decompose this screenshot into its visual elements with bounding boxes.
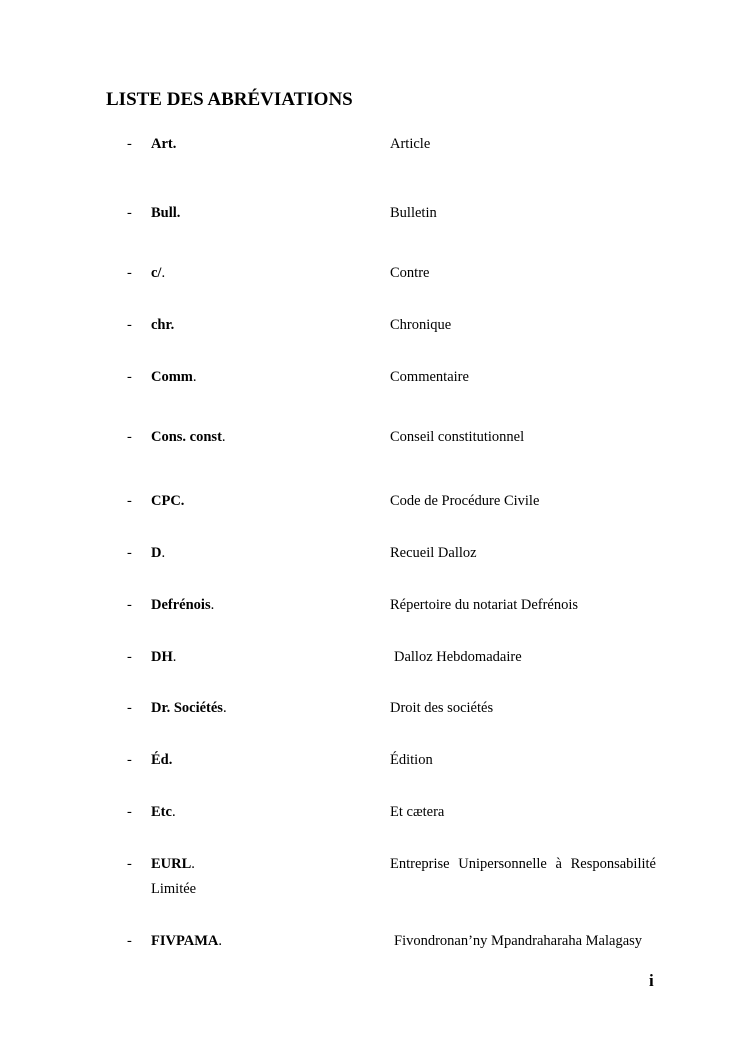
bullet-dash: - — [127, 545, 132, 561]
bullet-dash: - — [127, 205, 132, 221]
abbreviation-entry — [0, 134, 745, 154]
abbreviation-entry — [0, 854, 745, 874]
abbreviation-meaning: Chronique — [390, 317, 452, 333]
abbreviation-term: Etc. — [151, 804, 176, 820]
abbreviation-meaning: Entreprise Unipersonnelle à Responsabilité — [390, 856, 656, 872]
abbreviation-meaning: Droit des sociétés — [390, 700, 494, 716]
bullet-dash: - — [127, 429, 132, 445]
bullet-dash: - — [127, 856, 132, 872]
abbreviation-term: EURL. — [151, 856, 195, 872]
page-title: LISTE DES ABRÉVIATIONS — [106, 89, 353, 110]
bullet-dash: - — [127, 597, 132, 613]
bullet-dash: - — [127, 317, 132, 333]
abbreviation-term: DH. — [151, 649, 177, 665]
abbreviation-term: Comm. — [151, 369, 197, 385]
bullet-dash: - — [127, 649, 132, 665]
abbreviation-term: Éd. — [151, 752, 173, 768]
abbreviation-term: CPC. — [151, 493, 185, 509]
abbreviation-term: D. — [151, 545, 166, 561]
bullet-dash: - — [127, 265, 132, 281]
abbreviation-term: c/. — [151, 265, 166, 281]
bullet-dash: - — [127, 700, 132, 716]
abbreviation-entry — [0, 263, 745, 283]
abbreviation-meaning: Répertoire du notariat Defrénois — [390, 597, 579, 613]
bullet-dash: - — [127, 804, 132, 820]
bullet-dash: - — [127, 136, 132, 152]
abbreviation-entry — [0, 543, 745, 563]
abbreviation-meaning: Commentaire — [390, 369, 469, 385]
abbreviation-entry — [0, 750, 745, 770]
abbreviation-entry — [0, 802, 745, 822]
abbreviation-meaning-continuation: Limitée — [151, 881, 197, 897]
abbreviation-entry — [0, 595, 745, 615]
abbreviation-meaning: Contre — [390, 265, 430, 281]
abbreviation-entry — [0, 367, 745, 387]
bullet-dash: - — [127, 752, 132, 768]
abbreviation-entry — [0, 315, 745, 335]
abbreviation-term: Dr. Sociétés. — [151, 700, 227, 716]
abbreviation-term: Art. — [151, 136, 177, 152]
abbreviation-entry — [0, 931, 745, 951]
abbreviation-entry — [0, 203, 745, 223]
abbreviation-meaning: Bulletin — [390, 205, 437, 221]
abbreviation-term: Defrénois. — [151, 597, 215, 613]
abbreviation-entry — [0, 491, 745, 511]
abbreviation-meaning: Fivondronan’ny Mpandraharaha Malagasy — [394, 933, 643, 949]
bullet-dash: - — [127, 369, 132, 385]
page-number: i — [649, 971, 654, 990]
abbreviation-entry — [0, 427, 745, 447]
bullet-dash: - — [127, 933, 132, 949]
abbreviation-term: FIVPAMA. — [151, 933, 223, 949]
abbreviation-meaning: Conseil constitutionnel — [390, 429, 525, 445]
abbreviation-entry — [0, 647, 745, 667]
abbreviation-meaning: Édition — [390, 752, 433, 768]
abbreviation-meaning: Dalloz Hebdomadaire — [394, 649, 522, 665]
abbreviation-term: Bull. — [151, 205, 181, 221]
abbreviation-entry — [0, 698, 745, 718]
abbreviation-term: chr. — [151, 317, 175, 333]
abbreviation-meaning: Recueil Dalloz — [390, 545, 477, 561]
abbreviation-meaning: Article — [390, 136, 431, 152]
bullet-dash: - — [127, 493, 132, 509]
abbreviation-meaning: Code de Procédure Civile — [390, 493, 540, 509]
abbreviation-meaning: Et cætera — [390, 804, 445, 820]
abbreviation-term: Cons. const. — [151, 429, 226, 445]
